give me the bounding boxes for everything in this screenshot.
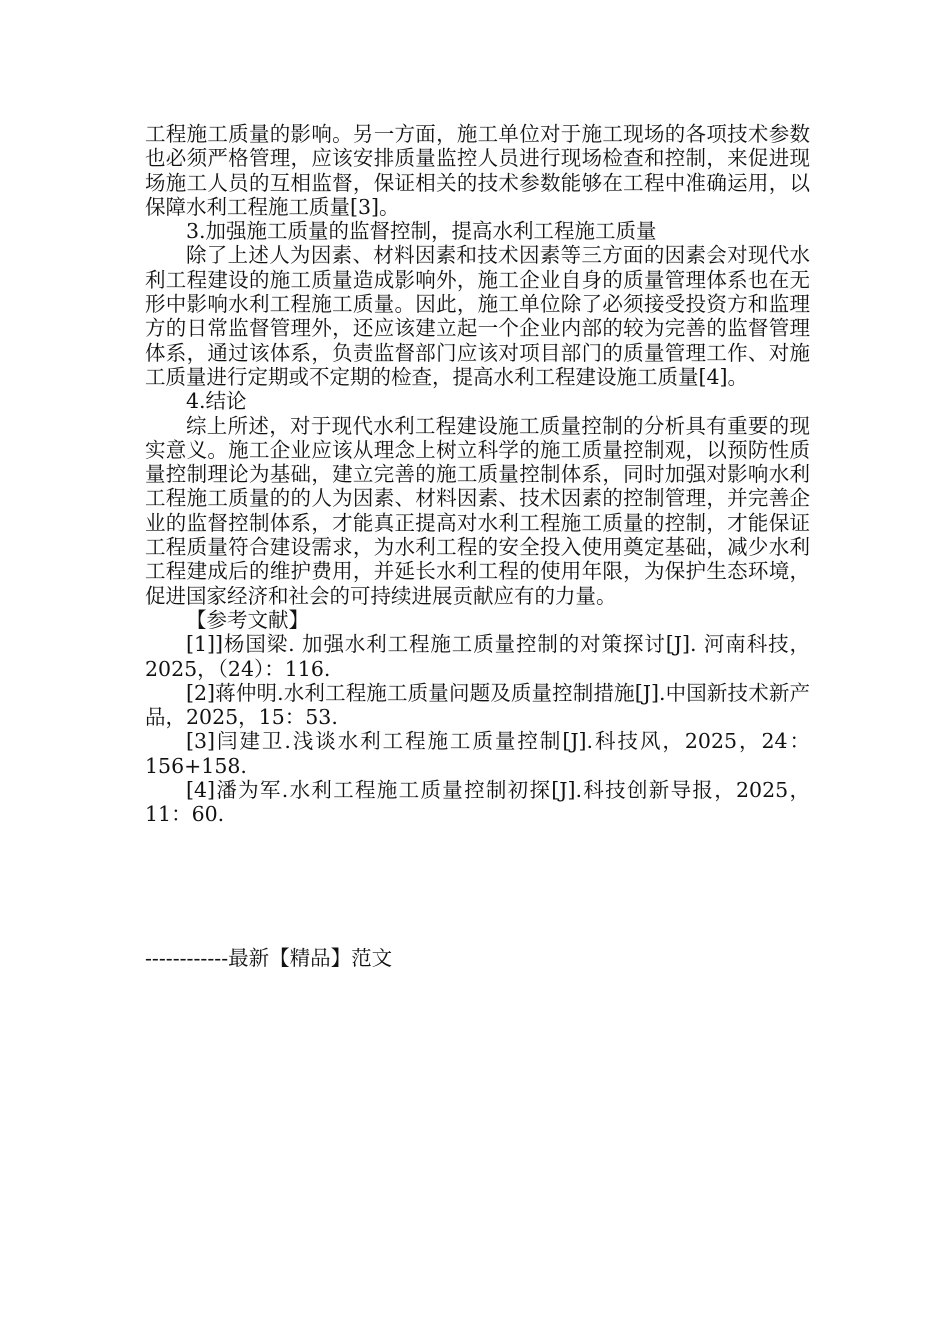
footer-label: ------------最新【精品】范文 <box>145 946 393 970</box>
references-heading: 【参考文献】 <box>186 607 309 632</box>
reference-item: [4]潘为军.水利工程施工质量控制初探[J].科技创新导报，2025，11：60. <box>145 778 810 827</box>
paragraph-quality-control-tail: 工程施工质量的影响。另一方面，施工单位对于施工现场的各项技术参数也必须严格管理，应该安排质量监控人员进行现场检查和控制，来促进现场施工人员的互相监督，保证相关的技术参数能够在工程中准确运用，以保障水利工程施工质量[3]。 <box>145 122 810 219</box>
document-body <box>145 122 810 827</box>
reference-item: [3]闫建卫.浅谈水利工程施工质量控制[J].科技风，2025，24：156+158. <box>145 729 810 778</box>
reference-item: [2]蒋仲明.水利工程施工质量问题及质量控制措施[J].中国新技术新产品，2025，15：53. <box>145 680 810 730</box>
paragraph-supervision: 除了上述人为因素、材料因素和技术因素等三方面的因素会对现代水利工程建设的施工质量造成影响外，施工企业自身的质量管理体系也在无形中影响水利工程施工质量。因此，施工单位除了必须接受投资方和监理方的日常监督管理外，还应该建立起一个企业内部的较为完善的监督管理体系，通过该体系，负责监督部门应该对项目部门的质量管理工作、对施工质量进行定期或不定期的检查，提高水利工程建设施工质量[4]。 <box>145 243 810 389</box>
reference-item: [1]]杨国梁. 加强水利工程施工质量控制的对策探讨[J]. 河南科技，2025，（24）：116. <box>145 632 810 681</box>
section-heading-3: 3.加强施工质量的监督控制，提高水利工程施工质量 <box>186 219 657 244</box>
section-heading-4: 4.结论 <box>186 389 247 414</box>
paragraph-conclusion: 综上所述，对于现代水利工程建设施工质量控制的分析具有重要的现实意义。施工企业应该从理念上树立科学的施工质量控制观，以预防性质量控制理论为基础，建立完善的施工质量控制体系，同时加强对影响水利工程施工质量的的人为因素、材料因素、技术因素的控制管理，并完善企业的监督控制体系，才能真正提高对水利工程施工质量的控制，才能保证工程质量符合建设需求，为水利工程的安全投入使用奠定基础，减少水利工程建成后的维护费用，并延长水利工程的使用年限，为保护生态环境，促进国家经济和社会的可持续进展贡献应有的力量。 <box>145 413 810 608</box>
